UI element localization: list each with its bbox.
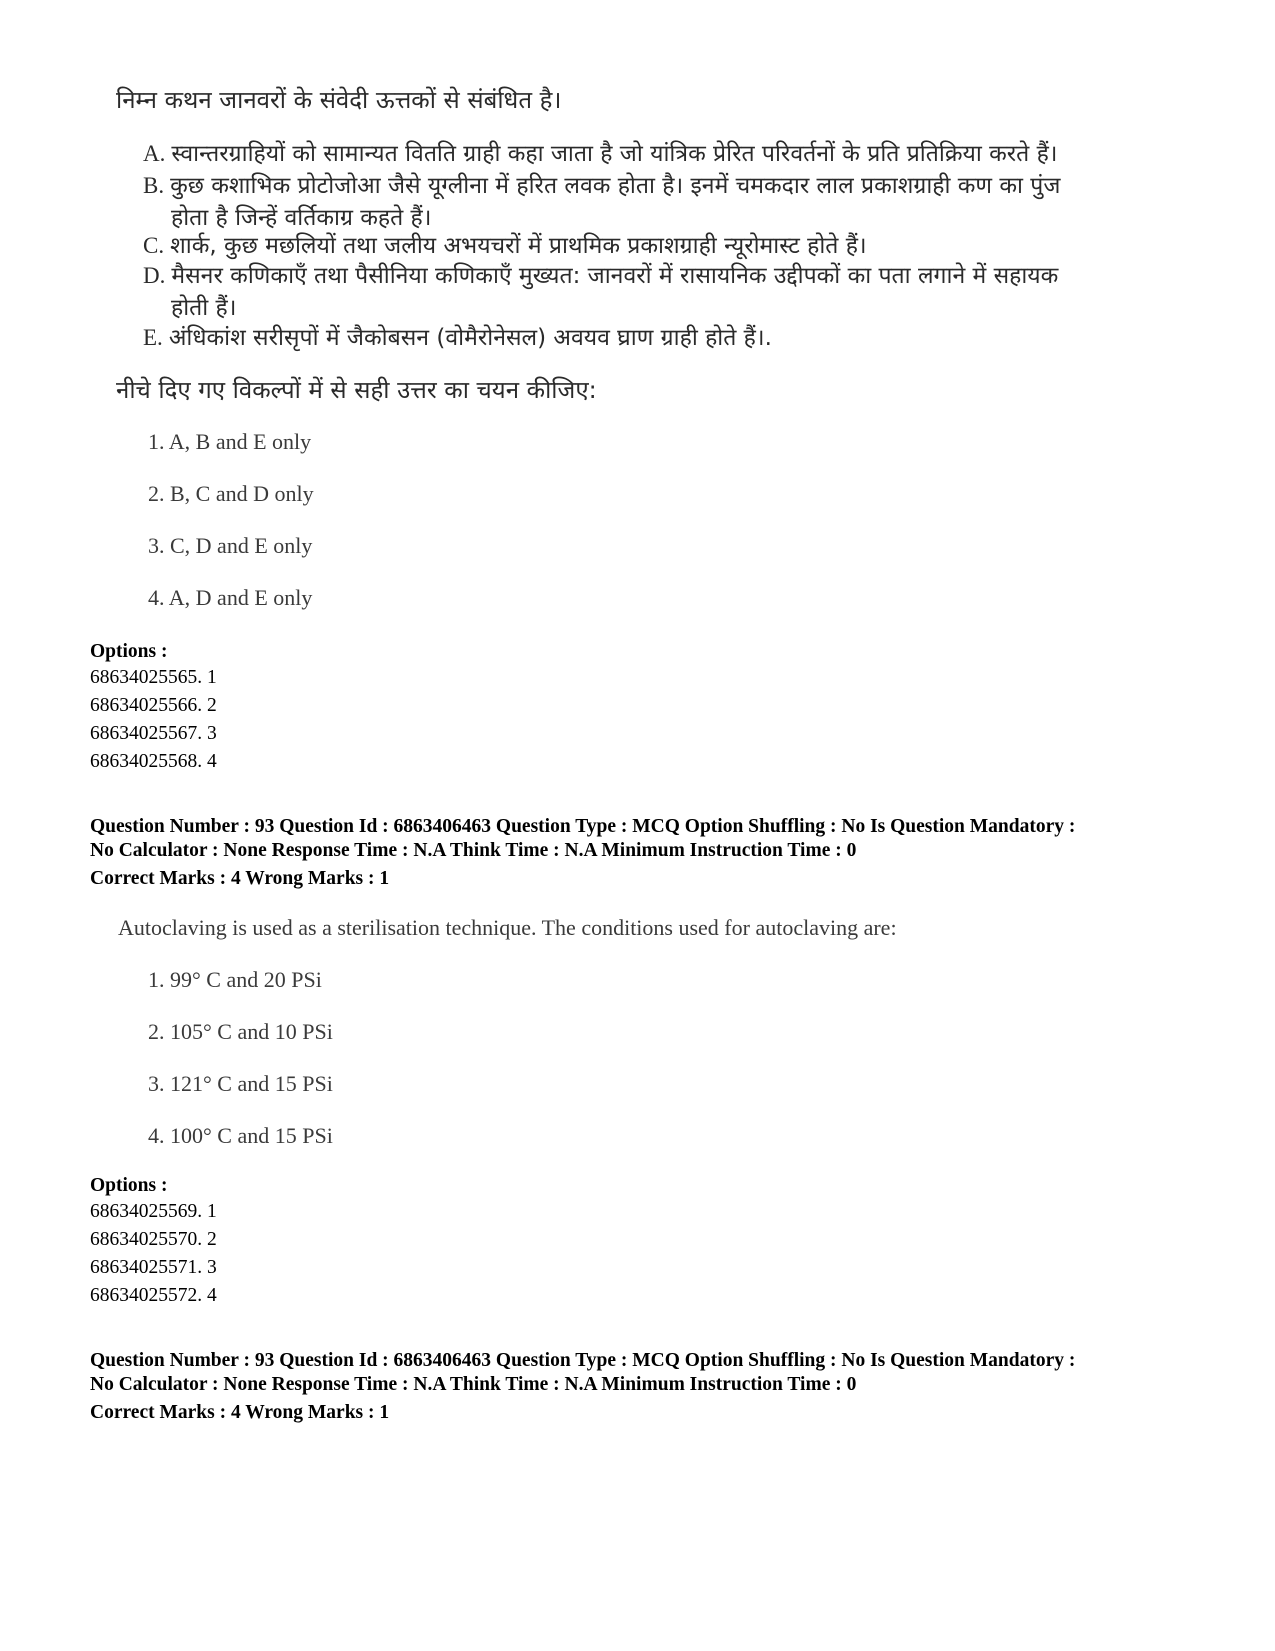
options-label: Options : (90, 1175, 168, 1196)
options-label: Options : (90, 641, 168, 662)
question-text: Autoclaving is used as a sterilisation technique. The conditions used for autoclaving are: (118, 915, 897, 940)
options-list (90, 664, 217, 776)
choice-3: 3. C, D and E only (148, 533, 313, 558)
option-item: 68634025567. 3 (90, 723, 217, 744)
statement-e: E. अंधिकांश सरीसृपों में जैकोबसन (वोमैरोनेसल) अवयव घ्राण ग्राही होते हैं।. (143, 325, 772, 351)
question-next-meta (90, 1349, 1075, 1425)
option-item: 68634025570. 2 (90, 1229, 217, 1250)
option-item: 68634025569. 1 (90, 1201, 217, 1222)
choice-1: 1. 99° C and 20 PSi (148, 967, 322, 992)
choice-1: 1. A, B and E only (148, 429, 312, 454)
question-93-meta (90, 815, 1075, 891)
question-meta-line: No Calculator : None Response Time : N.A Think Time : N.A Minimum Instruction Time : 0 (90, 840, 857, 861)
choice-3: 3. 121° C and 15 PSi (148, 1071, 333, 1096)
option-item: 68634025571. 3 (90, 1257, 217, 1278)
statement-a: A. स्वान्तरग्राहियों को सामान्यत वितति ग्राही कहा जाता है जो यांत्रिक प्रेरित परिवर्तनों के प्रति प्रतिक्रिया करते हैं। (143, 141, 1058, 167)
statement-d: D. मैसनर कणिकाएँ तथा पैसीनिया कणिकाएँ मुख्यत: जानवरों में रासायनिक उद्दीपकों का पता लगाने में सहायक होती हैं। (143, 263, 1059, 321)
marks-line: Correct Marks : 4 Wrong Marks : 1 (90, 868, 390, 889)
choice-2: 2. 105° C and 10 PSi (148, 1019, 333, 1044)
question-meta-line: Question Number : 93 Question Id : 6863406463 Question Type : MCQ Option Shuffling : No Is Question Mandatory : (90, 1350, 1076, 1371)
marks-line: Correct Marks : 4 Wrong Marks : 1 (90, 1402, 390, 1423)
question-meta-line: Question Number : 93 Question Id : 6863406463 Question Type : MCQ Option Shuffling : No Is Question Mandatory : (90, 816, 1076, 837)
choice-2: 2. B, C and D only (148, 481, 314, 506)
question-meta-line: No Calculator : None Response Time : N.A Think Time : N.A Minimum Instruction Time : 0 (90, 1374, 857, 1395)
option-item: 68634025568. 4 (90, 751, 217, 772)
option-item: 68634025572. 4 (90, 1285, 217, 1306)
option-item: 68634025566. 2 (90, 695, 217, 716)
question-intro: निम्न कथन जानवरों के संवेदी ऊत्तकों से संबंधित है। (116, 86, 562, 114)
question-prompt: नीचे दिए गए विकल्पों में से सही उत्तर का चयन कीजिए: (116, 376, 597, 404)
choice-4: 4. A, D and E only (148, 585, 313, 610)
choice-4: 4. 100° C and 15 PSi (148, 1123, 333, 1148)
statement-b: B. कुछ कशाभिक प्रोटोजोआ जैसे यूग्लीना में हरित लवक होता है। इनमें चमकदार लाल प्रकाशग्राही कण का पुंज होता है जिन्हें वर्तिकाग्र कहते हैं। (143, 173, 1061, 231)
statement-c: C. शार्क, कुछ मछलियों तथा जलीय अभयचरों में प्राथमिक प्रकाशग्राही न्यूरोमास्ट होते हैं। (143, 233, 867, 259)
option-item: 68634025565. 1 (90, 667, 217, 688)
options-list (90, 1198, 217, 1310)
